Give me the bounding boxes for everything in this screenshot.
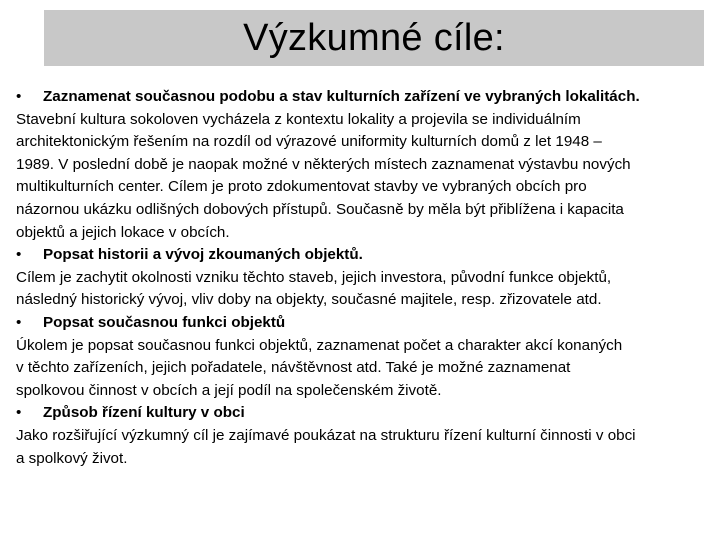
bullet-item-3 [16,312,712,335]
paragraph [16,109,712,245]
paragraph-line: následný historický vývoj, vliv doby na objekty, současné majitele, resp. zřizovatele atd. [16,291,602,309]
paragraph-line: Cílem je zachytit okolnosti vzniku těchto staveb, jejich investora, původní funkce objektů, [16,268,612,286]
paragraph-line: 1989. V poslední době je naopak možné v některých místech zaznamenat výstavbu nových [16,155,631,173]
paragraph-line: Jako rozšiřující výzkumný cíl je zajímavé poukázat na strukturu řízení kulturní činnosti v obci [16,426,636,444]
paragraph-line: a spolkový život. [16,449,128,467]
bullet-icon: • [16,246,22,264]
title-bar [44,10,704,66]
bullet-icon: • [16,404,22,422]
paragraph-line: názornou ukázku odlišných dobových přístupů. Současně by měla být přiblížena i kapacita [16,200,624,218]
paragraph-line: Úkolem je popsat současnou funkci objektů, zaznamenat počet a charakter akcí konaných [16,336,623,354]
bullet-heading: Popsat současnou funkci objektů [43,313,286,331]
bullet-icon: • [16,88,22,105]
paragraph-line: v těchto zařízeních, jejich pořadatele, návštěvnost atd. Také je možné zaznamenat [16,359,571,377]
paragraph-line: multikulturních center. Cílem je proto zdokumentovat stavby ve vybraných obcích pro [16,178,587,196]
paragraph-line: spolkovou činnost v obcích a její podíl na společenském životě. [16,381,442,399]
paragraph [16,267,712,312]
paragraph [16,425,712,470]
paragraph-line: Stavební kultura sokoloven vycházela z kontextu lokality a projevila se individuálním [16,110,581,128]
paragraph [16,335,712,403]
slide-body [16,86,712,470]
bullet-heading: Zaznamenat současnou podobu a stav kulturních zařízení ve vybraných lokalitách. [43,88,640,105]
bullet-item-1 [16,86,712,109]
bullet-heading: Popsat historii a vývoj zkoumaných objektů. [43,246,363,264]
slide-title: Výzkumné cíle: [243,16,505,59]
bullet-icon: • [16,313,22,331]
bullet-item-4 [16,402,712,425]
bullet-heading: Způsob řízení kultury v obci [43,404,245,422]
bullet-item-2 [16,244,712,267]
paragraph-line: objektů a jejich lokace v obcích. [16,223,230,241]
paragraph-line: architektonickým řešením na rozdíl od výrazové uniformity kulturních domů z let 1948 – [16,133,602,151]
